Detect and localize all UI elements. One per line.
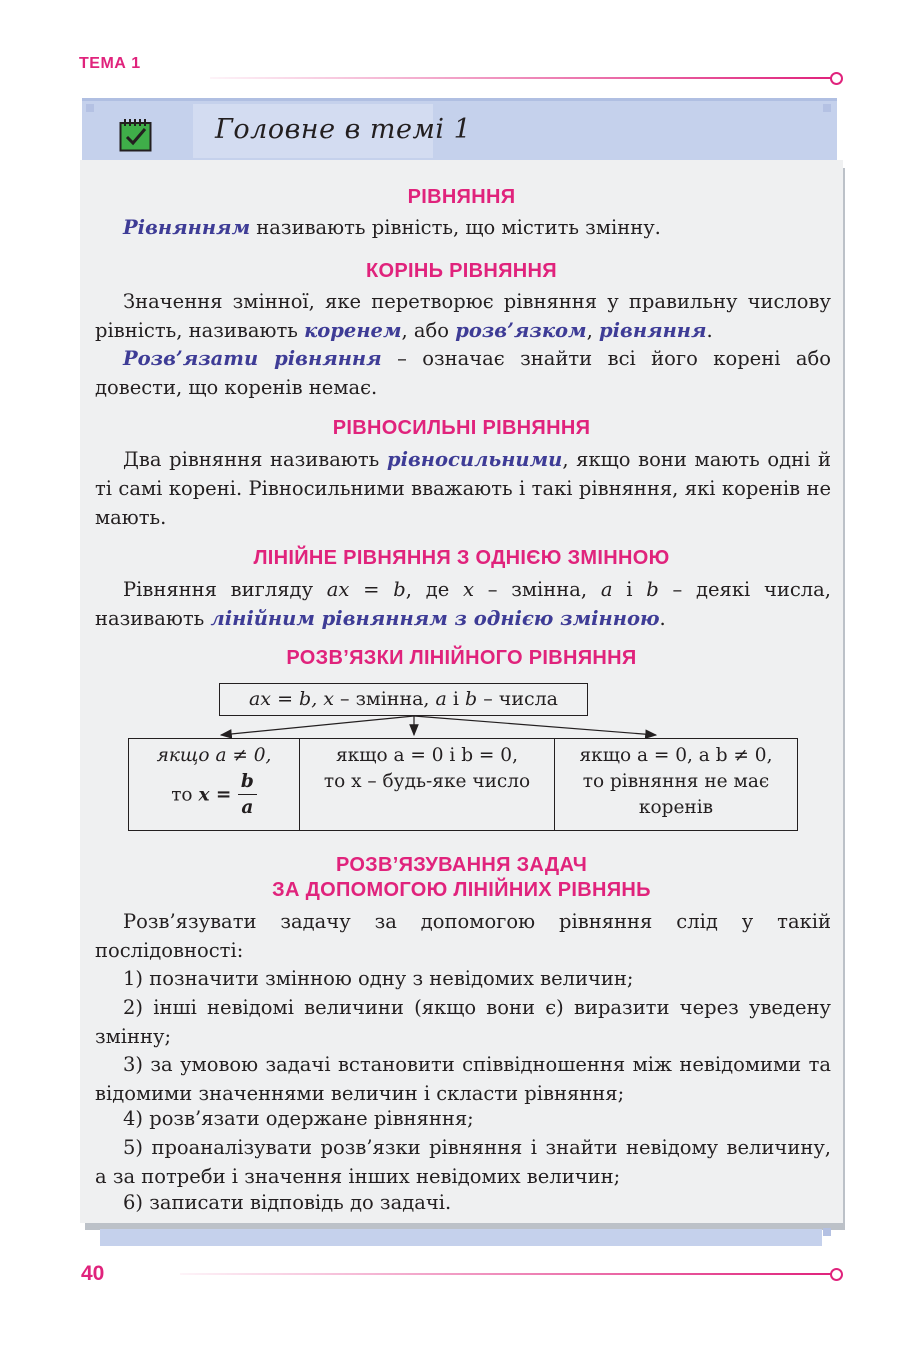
text-fragment: Два рівняння називають [123,448,387,471]
step-item: 1) позначити змінною одну з невідомих величин; [123,967,634,990]
term-of-equation: рівняння [599,319,707,342]
text-fragment: Рівняння вигляду [123,578,327,601]
case-text: x = [198,784,238,806]
heading-line: ЗА ДОПОМОГОЮ ЛІНІЙНИХ РІВНЯНЬ [272,879,651,901]
text-fragment: , де [405,578,463,601]
heading-equivalent: РІВНОСИЛЬНІ РІВНЯННЯ [332,417,591,439]
case-text: то [171,784,199,806]
term-linear-equation: лінійним рівнянням з однією змінною [210,607,660,630]
case-a-zero-b-zero [299,738,555,831]
step-item: 3) за умовою задачі встановити співвідношення між невідомими та відомими значеннями величин і скласти рівняння; [95,1053,831,1105]
paragraph-problem-intro: Розв’язувати задачу за допомогою рівняння слід у такій послідовності: [95,910,831,962]
fraction-numerator: b [238,770,257,795]
case-text: якщо a = 0 і b = 0, [336,745,518,766]
term-root: коренем [304,319,402,342]
step-item: 2) інші невідомі величини (якщо вони є) виразити через уведену змінну; [95,996,831,1048]
term-equivalent: рівносильними [386,448,563,471]
case-a-zero-b-not-zero [554,738,798,831]
text-fragment: . [706,319,713,342]
heading-word-problems [80,853,843,903]
text-fragment: – змінна, [474,578,601,601]
topic-label: ТЕМА 1 [79,55,141,72]
text-fragment: , [586,319,599,342]
formula-text: – числа [477,688,559,710]
step-item: 5) проаналізувати розв’язки рівняння і знайти невідому величину, а за потреби і значення інших невідомих величин; [95,1136,831,1188]
text-fragment: і [612,578,647,601]
case-text: якщо a = 0, а b ≠ 0, [579,745,773,766]
variable-b: b [646,578,659,601]
case-a-not-zero [128,738,300,831]
case-text: то x – будь-яке число [323,771,531,792]
formula-ax-b: ax = b [326,578,406,601]
bottom-rule [180,1273,831,1275]
heading-root: КОРІНЬ РІВНЯННЯ [366,260,557,282]
variable-x: x [463,578,474,601]
bottom-rule-end-icon [830,1268,843,1281]
case-text: коренів [638,797,714,818]
variable-a: a [600,578,613,601]
formula-text: b [465,688,478,710]
header-title: Головне в темі 1 [215,114,472,145]
case-text: то рівняння не має [582,771,770,792]
fraction-denominator: a [241,797,254,818]
text-fragment: , якщо вони мають одні й ті самі корені. Рівносильними вважають і такі рівняння, які коренів не мають. [95,448,831,529]
formula-text: a [435,688,447,710]
heading-line: РОЗВ’ЯЗУВАННЯ ЗАДАЧ [335,854,588,876]
case-text: якщо a ≠ 0, [156,745,272,766]
formula-text: – змінна, [333,688,436,710]
heading-equation: РІВНЯННЯ [407,186,516,208]
term-solve-equation: Розв’язати рівняння [123,347,382,370]
text-fragment: Значення змінної, яке перетворює рівняння у правильну числову рівність, називають [95,290,831,342]
step-item: 4) розв’язати одержане рівняння; [123,1107,474,1130]
text-fragment: – деякі числа, називають [95,578,832,630]
text-fragment: , або [401,319,456,342]
text-fragment: називають рівність, що містить змінну. [250,216,661,239]
page-number: 40 [81,1262,105,1285]
step-item: 6) записати відповідь до задачі. [123,1191,452,1214]
text-fragment: . [659,607,666,630]
fraction-b-over-a [238,770,257,821]
formula-text: ax = b, x [248,688,334,710]
heading-linear-solutions: РОЗВ’ЯЗКИ ЛІНІЙНОГО РІВНЯННЯ [286,647,637,669]
formula-text: і [446,688,465,710]
text-fragment: – означає знайти всі його корені або довести, що коренів немає. [95,347,831,399]
term-equation: Рівнянням [123,216,251,239]
heading-linear-equation: ЛІНІЙНЕ РІВНЯННЯ З ОДНІЄЮ ЗМІННОЮ [253,547,670,569]
term-solution: розв’язком [455,319,587,342]
